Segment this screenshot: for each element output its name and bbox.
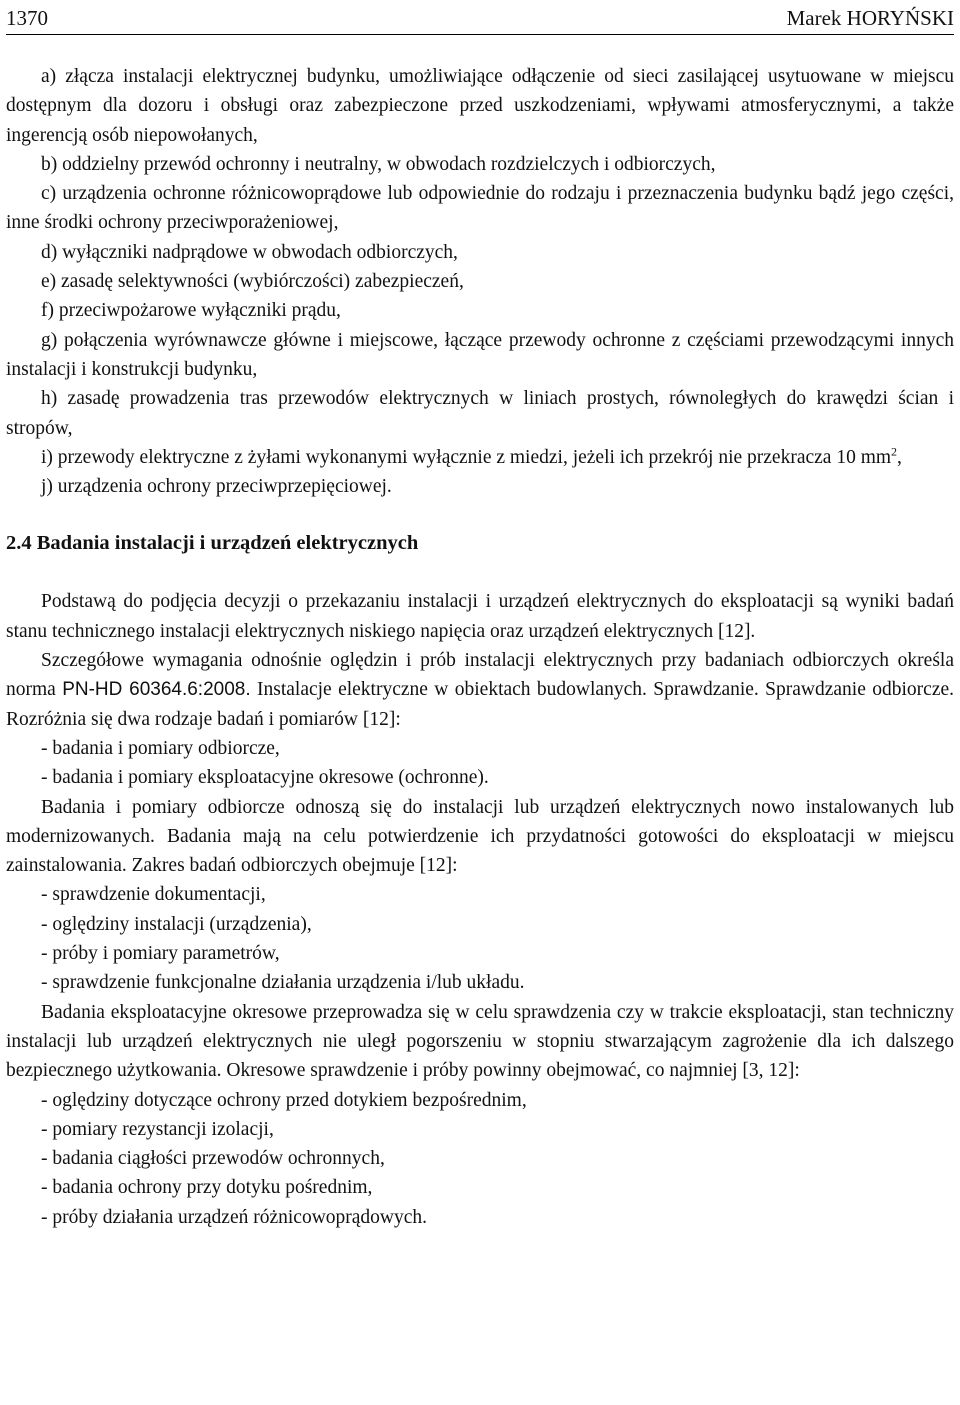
list-item-g: g) połączenia wyrównawcze główne i miejscowe, łączące przewody ochronne z częściami przewodzącymi innych instalacji i konstrukcji budynku, <box>6 329 954 380</box>
running-author: Marek HORYŃSKI <box>786 6 954 30</box>
list2-item-2: - oględziny instalacji (urządzenia), <box>41 913 312 935</box>
list1-item-1: - badania i pomiary odbiorcze, <box>41 737 280 759</box>
paragraph-3: Badania i pomiary odbiorcze odnoszą się do instalacji lub urządzeń elektrycznych nowo instalowanych lub modernizowanych. Badania mają na celu potwierdzenie ich przydatności gotowości do eksploatacji w miejscu zainstalowania. Zakres badań odbiorczych obejmuje [12]: <box>6 796 954 877</box>
list1-item-2: - badania i pomiary eksploatacyjne okresowe (ochronne). <box>41 767 489 789</box>
section-heading: 2.4 Badania instalacji i urządzeń elektrycznych <box>6 532 419 555</box>
paragraph-2-end: Instalacje elektryczne w obiektach budowlanych. Sprawdzanie. Sprawdzanie odbiorcze. Rozróżnia się dwa rodzaje badań i pomiarów [12]: <box>6 679 954 730</box>
list3-item-5: - próby działania urządzeń różnicowoprądowych. <box>41 1206 428 1228</box>
paragraph-4: Badania eksploatacyjne okresowe przeprowadza się w celu sprawdzenia czy w trakcie eksploatacji, stan techniczny instalacji lub urządzeń elektrycznych nie uległ pogorszeniu w stopniu stwarzającym zagrożenie dla ich dalszego bezpiecznego użytkowania. Okresowe sprawdzenie i próby powinny obejmować, co najmniej [3, 12]: <box>6 1001 954 1082</box>
page-header <box>6 4 954 35</box>
page-body <box>6 62 954 1232</box>
list-item-c: c) urządzenia ochronne różnicowoprądowe lub odpowiednie do rodzaju i przeznaczenia budynku bądź jego części, inne środki ochrony przeciwporażeniowej, <box>6 183 954 234</box>
page-number: 1370 <box>6 6 48 30</box>
list3-item-3: - badania ciągłości przewodów ochronnych, <box>41 1148 385 1170</box>
paragraph-2 <box>6 646 954 734</box>
list-item-j: j) urządzenia ochrony przeciwprzepięciowej. <box>41 476 392 498</box>
list3-item-1: - oględziny dotyczące ochrony przed dotykiem bezpośrednim, <box>41 1089 527 1111</box>
list2-item-3: - próby i pomiary parametrów, <box>41 943 280 965</box>
list-item-i-end: , <box>897 446 902 468</box>
list2-item-4: - sprawdzenie funkcjonalne działania urządzenia i/lub układu. <box>41 972 525 994</box>
list-item-d: d) wyłączniki nadprądowe w obwodach odbiorczych, <box>41 241 458 263</box>
list-item-i <box>6 443 954 472</box>
list-item-b: b) oddzielny przewód ochronny i neutralny, w obwodach rozdzielczych i odbiorczych, <box>41 153 716 175</box>
superscript-2: 2 <box>891 444 898 459</box>
paragraph-2-start: Szczegółowe wymagania odnośnie oględzin i prób instalacji elektrycznych przy badaniach odbiorczych określa norma <box>6 650 954 701</box>
list3-item-4: - badania ochrony przy dotyku pośrednim, <box>41 1177 373 1199</box>
list-item-i-text: i) przewody elektryczne z żyłami wykonanymi wyłącznie z miedzi, jeżeli ich przekrój nie przekracza 10 mm <box>41 446 892 468</box>
paragraph-1: Podstawą do podjęcia decyzji o przekazaniu instalacji i urządzeń elektrycznych do eksploatacji są wyniki badań stanu technicznego instalacji elektrycznych niskiego napięcia oraz urządzeń elektrycznych [12]. <box>6 591 954 642</box>
list-item-a: a) złącza instalacji elektrycznej budynku, umożliwiające odłączenie od sieci zasilającej usytuowane w miejscu dostępnym dla dozoru i obsługi oraz zabezpieczone przed uszkodzeniami, wpływami atmosferycznymi, a także ingerencją osób niepowołanych, <box>6 66 954 146</box>
list3-item-2: - pomiary rezystancji izolacji, <box>41 1118 274 1140</box>
list-item-h: h) zasadę prowadzenia tras przewodów elektrycznych w liniach prostych, równoległych do krawędzi ścian i stropów, <box>6 388 954 439</box>
list-item-e: e) zasadę selektywności (wybiórczości) zabezpieczeń, <box>41 271 464 293</box>
list2-item-1: - sprawdzenie dokumentacji, <box>41 884 266 906</box>
norm-reference: PN-HD 60364.6:2008. <box>62 679 251 701</box>
list-item-f: f) przeciwpożarowe wyłączniki prądu, <box>41 300 341 322</box>
